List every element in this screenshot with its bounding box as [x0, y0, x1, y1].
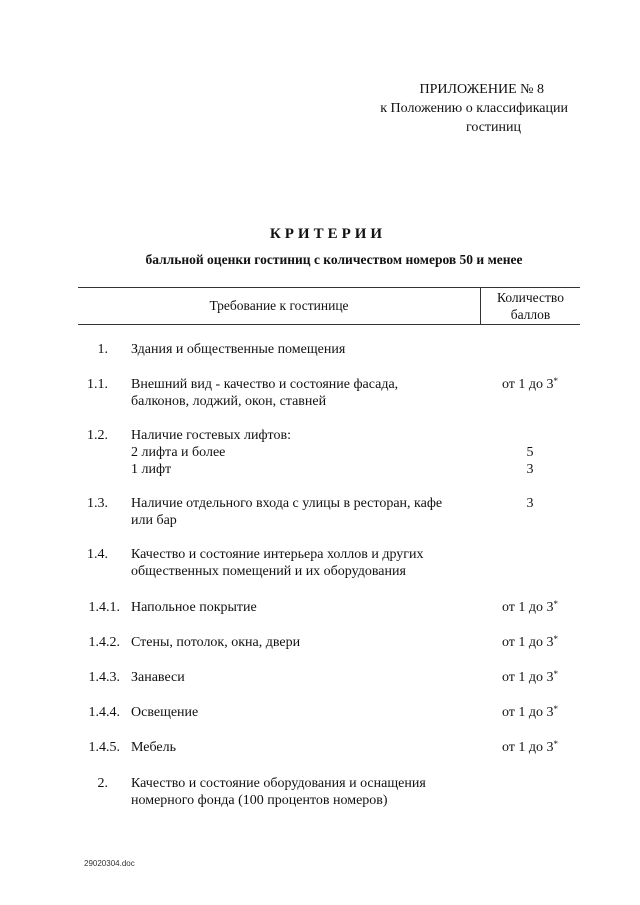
row-number: 1.3. — [87, 496, 108, 511]
row-text — [131, 427, 481, 478]
row-number: 2. — [97, 776, 108, 791]
footnote-star: * — [553, 599, 559, 609]
row-text — [131, 775, 481, 809]
footnote-star: * — [553, 634, 559, 644]
row-text: Освещение — [131, 705, 199, 720]
score-value: от 1 до 3 — [501, 705, 554, 720]
row-number: 1.2. — [87, 428, 108, 443]
row-number: 1.4.5. — [88, 740, 120, 755]
footnote-star: * — [553, 739, 559, 749]
appendix-header — [380, 80, 568, 137]
row-number: 1.4. — [87, 547, 108, 562]
row-number: 1.4.3. — [88, 670, 120, 685]
column-header-requirement: Требование к гостинице — [209, 298, 349, 313]
row-score — [480, 669, 580, 686]
document-title: КРИТЕРИИ — [269, 226, 387, 242]
row-text-line: 1 лифт — [131, 462, 172, 477]
row-text: Мебель — [131, 740, 177, 755]
row-text-line: Наличие гостевых лифтов: — [131, 428, 291, 443]
footnote-star: * — [553, 704, 559, 714]
row-text-line: Внешний вид - качество и состояние фасада, — [131, 377, 399, 392]
column-header-points — [481, 289, 580, 323]
score-value: 3 — [526, 462, 534, 477]
score-value: от 1 до 3 — [501, 670, 554, 685]
row-score — [480, 376, 580, 393]
row-text-line: Качество и состояние оборудования и оснащения — [131, 776, 426, 791]
row-score — [480, 599, 580, 616]
row-text: Стены, потолок, окна, двери — [131, 635, 301, 650]
row-text-line: балконов, лоджий, окон, ставней — [131, 394, 327, 409]
row-text-line: номерного фонда (100 процентов номеров) — [131, 793, 388, 808]
footnote-star: * — [553, 669, 559, 679]
document-subtitle: балльной оценки гостиниц с количеством номеров 50 и менее — [145, 252, 523, 267]
row-number: 1.4.2. — [88, 635, 120, 650]
appendix-reference: к Положению о классификации — [380, 101, 568, 116]
row-text — [131, 376, 481, 410]
score-value: от 1 до 3 — [501, 377, 554, 392]
points-header-line1: Количество — [497, 290, 564, 305]
row-number: 1. — [97, 342, 108, 357]
table-header — [78, 287, 580, 325]
row-text — [131, 546, 481, 580]
row-text-line: 2 лифта и более — [131, 445, 226, 460]
row-number: 1.1. — [87, 377, 108, 392]
score-value: от 1 до 3 — [501, 740, 554, 755]
row-number: 1.4.4. — [88, 705, 120, 720]
points-header-line2: баллов — [510, 307, 551, 322]
row-text-line: или бар — [131, 513, 177, 528]
row-score: 3 — [526, 496, 534, 511]
row-text: Напольное покрытие — [131, 600, 257, 615]
appendix-reference-cont: гостиниц — [465, 120, 521, 135]
score-value: от 1 до 3 — [501, 635, 554, 650]
row-score — [480, 444, 580, 478]
footnote-star: * — [553, 376, 559, 386]
row-score — [480, 634, 580, 651]
row-text-line: Качество и состояние интерьера холлов и других — [131, 547, 424, 562]
score-value: от 1 до 3 — [501, 600, 554, 615]
row-text-line: Наличие отдельного входа с улицы в ресторан, кафе — [131, 496, 443, 511]
row-text: Занавеси — [131, 670, 185, 685]
row-score — [480, 739, 580, 756]
row-text: Здания и общественные помещения — [131, 342, 346, 357]
row-text — [131, 495, 481, 529]
row-number: 1.4.1. — [88, 600, 120, 615]
appendix-number: ПРИЛОЖЕНИЕ № 8 — [419, 82, 544, 97]
row-score — [480, 704, 580, 721]
file-name-footer: 29020304.doc — [84, 859, 135, 868]
score-value: 5 — [526, 445, 534, 460]
row-text-line: общественных помещений и их оборудования — [131, 564, 406, 579]
